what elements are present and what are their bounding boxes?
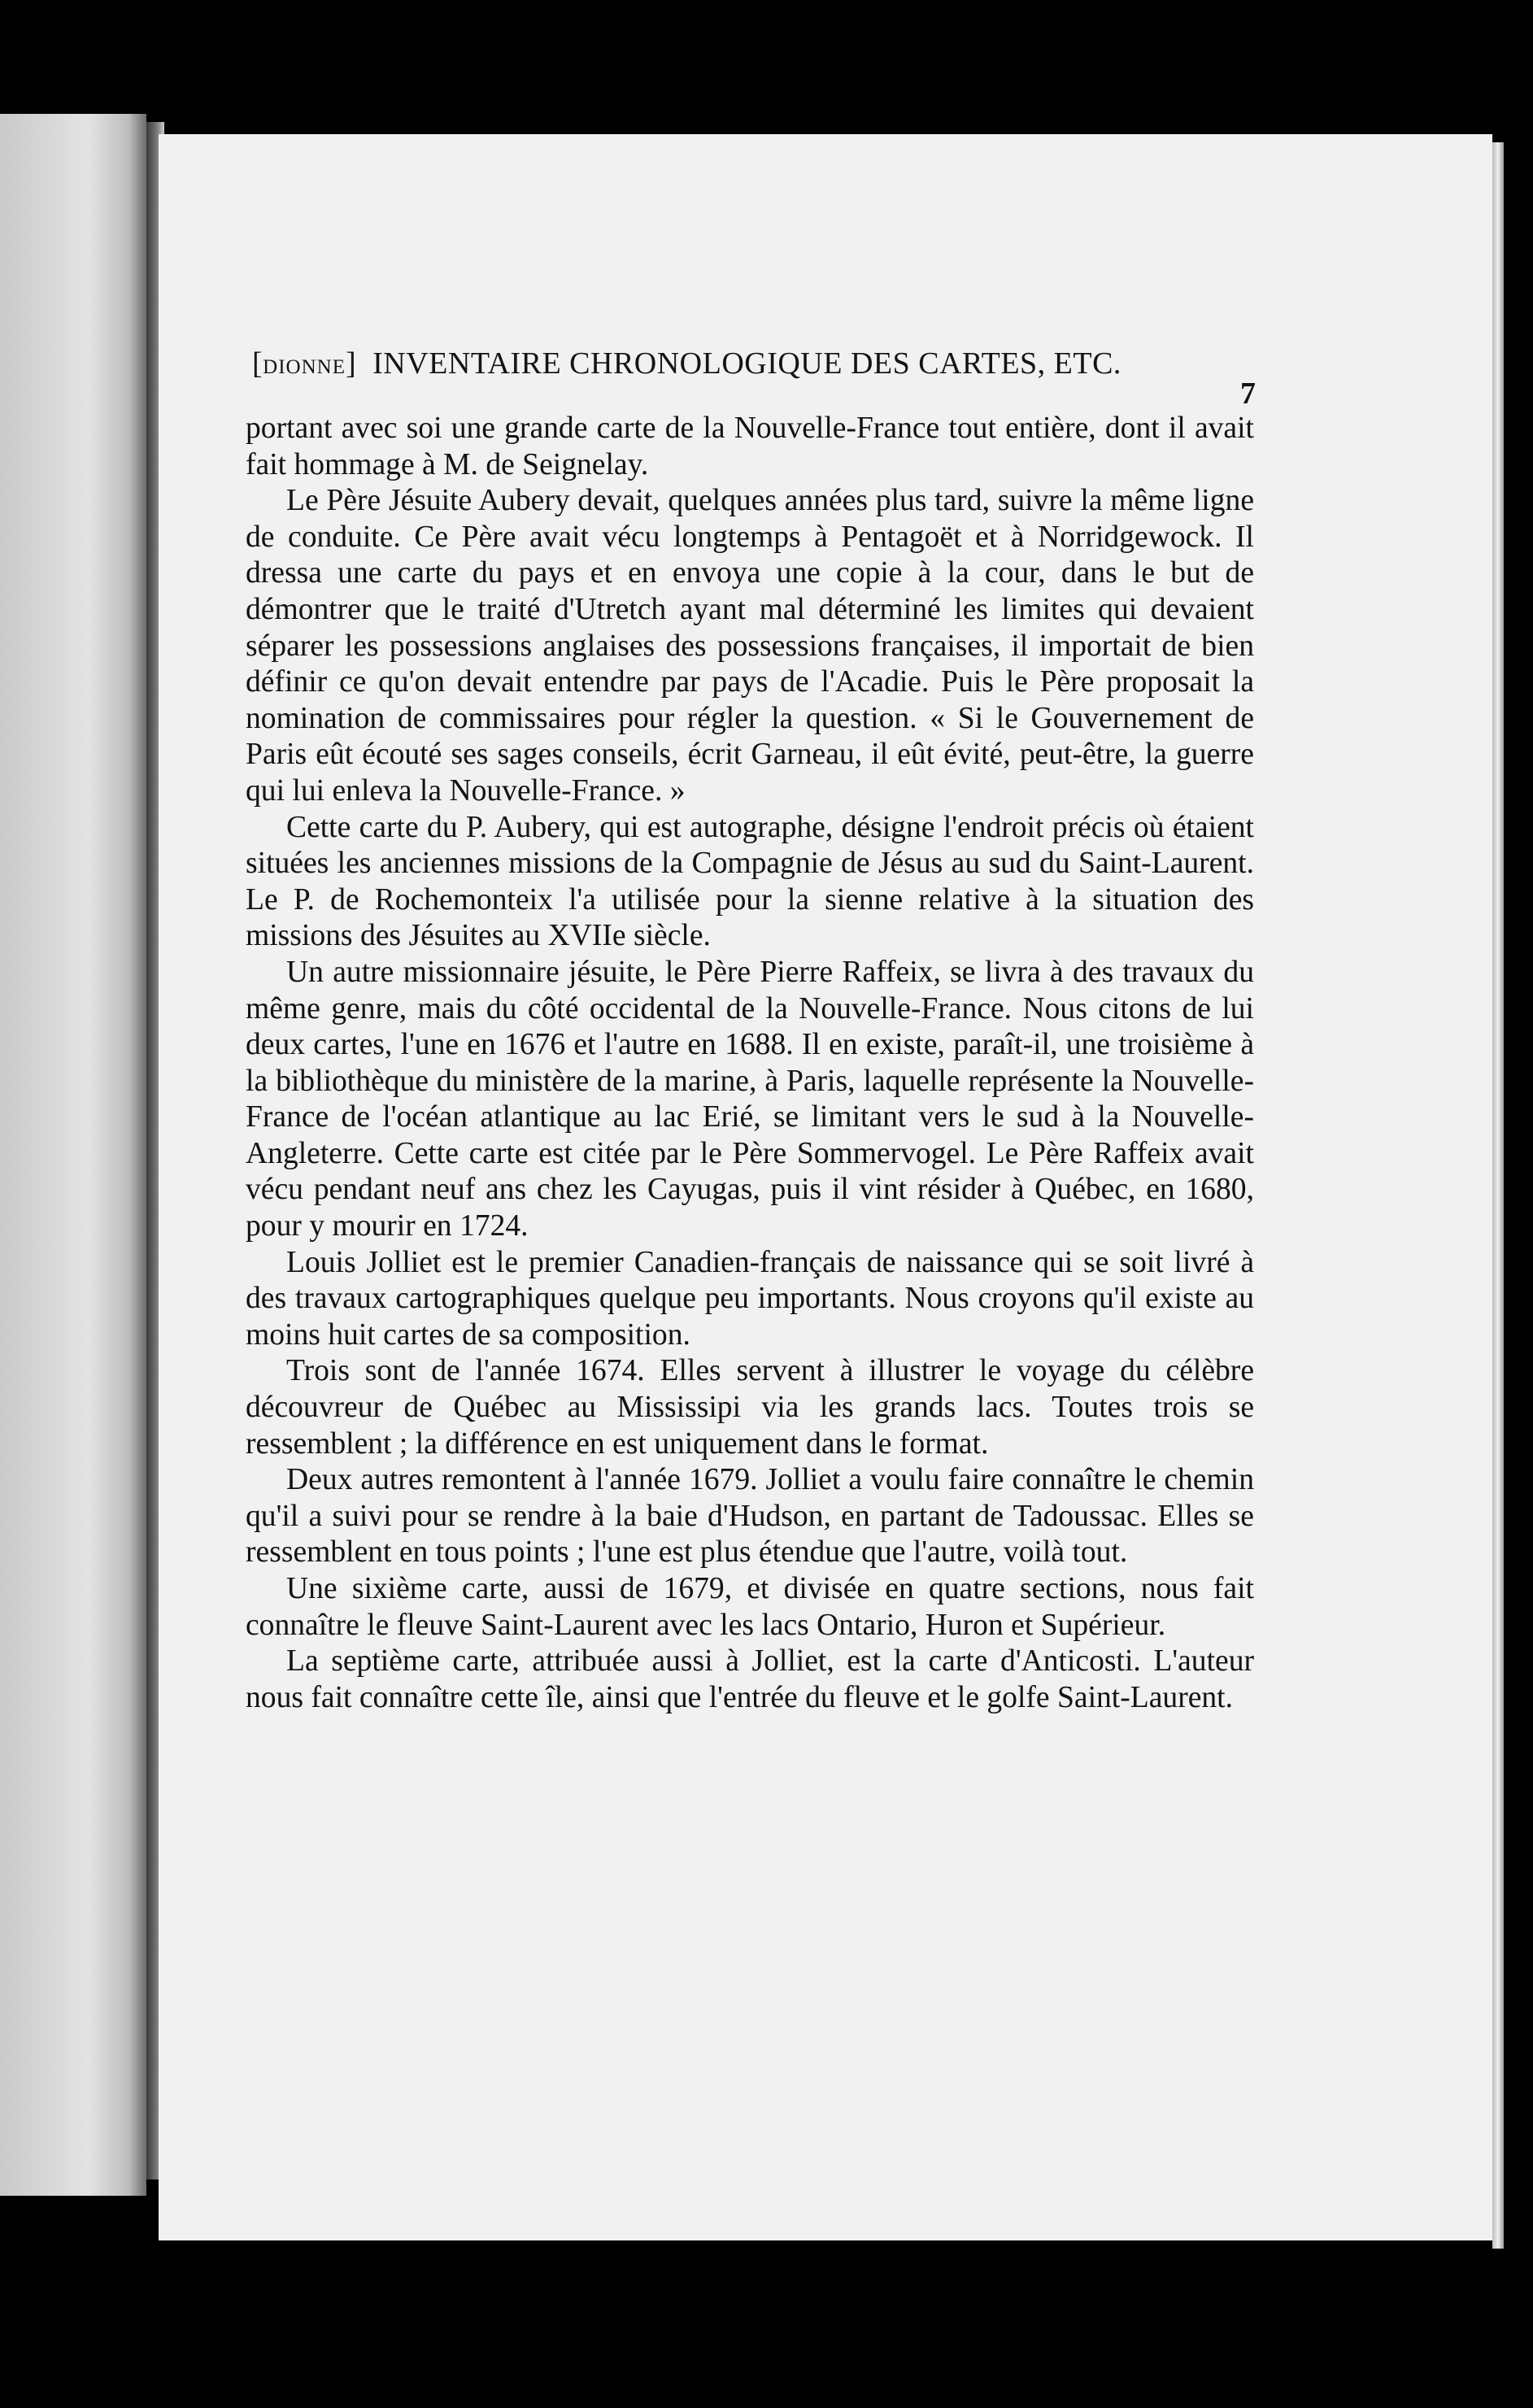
- paragraph: portant avec soi une grande carte de la Nouvelle-France tout entière, dont il avait fait hommage à M. de Seignelay.: [246, 411, 1254, 481]
- paragraph: La septième carte, attribuée aussi à Jolliet, est la carte d'Anticosti. L'auteur nous fait connaître cette île, ainsi que l'entrée du fleuve et le golfe Saint-Laurent.: [246, 1644, 1254, 1714]
- paragraph: Louis Jolliet est le premier Canadien-français de naissance qui se soit livré à des travaux cartographiques quelque peu importants. Nous croyons qu'il existe au moins huit cartes de sa composition.: [246, 1245, 1254, 1352]
- facing-page-edge: [0, 114, 146, 2196]
- running-head: [DIONNE] INVENTAIRE CHRONOLOGIQUE DES CARTES, ETC.: [252, 346, 1121, 381]
- paragraph: Une sixième carte, aussi de 1679, et divisée en quatre sections, nous fait connaître le fleuve Saint-Laurent avec les lacs Ontario, Huron et Supérieur.: [246, 1572, 1254, 1642]
- paragraph: Deux autres remontent à l'année 1679. Jolliet a voulu faire connaître le chemin qu'il a suivi pour se rendre à la baie d'Hudson, en partant de Tadoussac. Elles se ressemblent en tous points ; l'une est plus étendue que l'autre, voilà tout.: [246, 1463, 1254, 1570]
- page-edge: [1492, 142, 1504, 2249]
- running-head-author: DIONNE: [263, 356, 346, 378]
- paragraph: Trois sont de l'année 1674. Elles servent à illustrer le voyage du célèbre découvreur de Québec au Mississipi via les grands lacs. Toutes trois se ressemblent ; la différence en est uniquement dans le format.: [246, 1354, 1254, 1461]
- page-number: 7: [1240, 377, 1256, 411]
- paragraph: Cette carte du P. Aubery, qui est autographe, désigne l'endroit précis où étaient situées les anciennes missions de la Compagnie de Jésus au sud du Saint-Laurent. Le P. de Rochemonteix l'a utilisée pour la sienne relative à la situation des missions des Jésuites au XVIIe siècle.: [246, 810, 1254, 953]
- running-head-title: INVENTAIRE CHRONOLOGIQUE DES CARTES, ETC.: [372, 346, 1121, 381]
- body-text: [246, 411, 1254, 1716]
- paragraph: Un autre missionnaire jésuite, le Père Pierre Raffeix, se livra à des travaux du même genre, mais du côté occidental de la Nouvelle-France. Nous citons de lui deux cartes, l'une en 1676 et l'autre en 1688. Il en existe, paraît-il, une troisième à la bibliothèque du ministère de la marine, à Paris, laquelle représente la Nouvelle-France de l'océan atlantique au lac Erié, se limitant vers le sud à la Nouvelle-Angleterre. Cette carte est citée par le Père Sommervogel. Le Père Raffeix avait vécu pendant neuf ans chez les Cayugas, puis il vint résider à Québec, en 1680, pour y mourir en 1724.: [246, 955, 1254, 1243]
- paragraph: Le Père Jésuite Aubery devait, quelques années plus tard, suivre la même ligne de conduite. Ce Père avait vécu longtemps à Pentagoët et à Norridgewock. Il dressa une carte du pays et en envoya une copie à la cour, dans le but de démontrer que le traité d'Utretch ayant mal déterminé les limites qui devaient séparer les possessions anglaises des possessions françaises, il importait de bien définir ce qu'on devait entendre par pays de l'Acadie. Puis le Père proposait la nomination de commissaires pour régler la question. « Si le Gouvernement de Paris eût écouté ses sages conseils, écrit Garneau, il eût évité, peut-être, la guerre qui lui enleva la Nouvelle-France. »: [246, 484, 1254, 808]
